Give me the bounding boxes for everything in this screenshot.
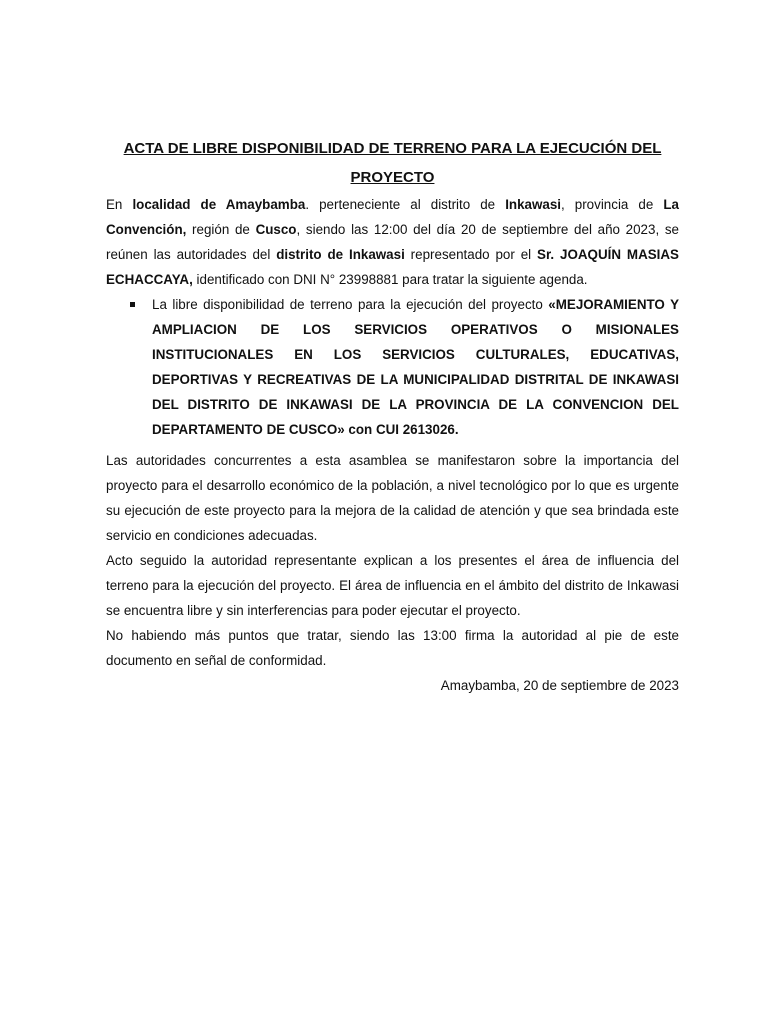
agenda-item-text xyxy=(152,292,679,442)
paragraph-importance: Las autoridades concurrentes a esta asamblea se manifestaron sobre la importancia del proyecto para el desarrollo económico de la población, a nivel tecnológico por lo que es urgente su ejecución de este proyecto para la mejora de la calidad de atención y que sea brindada este servicio en condiciones adecuadas. xyxy=(106,453,679,543)
intro-text-3: , provincia de xyxy=(561,197,664,212)
paragraph-influence-area: Acto seguido la autoridad representante explican a los presentes el área de influencia del terreno para la ejecución del proyecto. El área de influencia en el ámbito del distrito de Inkawasi se encuentra libre y sin interferencias para poder ejecutar el proyecto. xyxy=(106,553,679,618)
agenda-list-item xyxy=(106,292,679,442)
document-title: ACTA DE LIBRE DISPONIBILIDAD DE TERRENO PARA LA EJECUCIÓN DEL PROYECTO xyxy=(123,140,662,186)
intro-text-5: , siendo las 12:00 del día 20 de septiembre del año 2023, se reúnen las autoridades del xyxy=(106,222,680,262)
agenda-item-project-name: «MEJORAMIENTO Y AMPLIACION DE LOS SERVICIOS OPERATIVOS O MISIONALES INSTITUCIONALES EN LOS SERVICIOS CULTURALES, EDUCATIVAS, DEPORTIVAS Y RECREATIVAS DE LA MUNICIPALIDAD DISTRITAL DE INKAWASI DEL DISTRITO DE INKAWASI DE LA PROVINCIA DE LA CONVENCION DEL DEPARTAMENTO DE CUSCO» con CUI 2613026. xyxy=(152,297,679,437)
place-and-date: Amaybamba, 20 de septiembre de 2023 xyxy=(440,678,679,693)
intro-district: Inkawasi xyxy=(505,197,562,212)
agenda-item-intro: La libre disponibilidad de terreno para la ejecución del proyecto xyxy=(152,297,549,312)
intro-text-6: representado por el xyxy=(404,247,538,262)
intro-province: La Convención, xyxy=(106,197,679,237)
intro-district-name: distrito de Inkawasi xyxy=(276,247,405,262)
intro-text-2: . perteneciente al distrito de xyxy=(305,197,506,212)
intro-text-1: En xyxy=(106,197,133,212)
intro-representative: Sr. JOAQUÍN MASIAS ECHACCAYA, xyxy=(106,247,679,287)
intro-region: Cusco xyxy=(255,222,297,237)
intro-paragraph xyxy=(106,192,679,292)
intro-text-4: región de xyxy=(186,222,256,237)
document-page xyxy=(106,134,679,698)
paragraph-closing: No habiendo más puntos que tratar, siendo las 13:00 firma la autoridad al pie de este documento en señal de conformidad. xyxy=(106,628,679,668)
intro-text-7: identificado con DNI N° 23998881 para tratar la siguiente agenda. xyxy=(192,272,588,287)
square-bullet-icon xyxy=(130,302,135,307)
intro-locality: localidad de Amaybamba xyxy=(132,197,306,212)
